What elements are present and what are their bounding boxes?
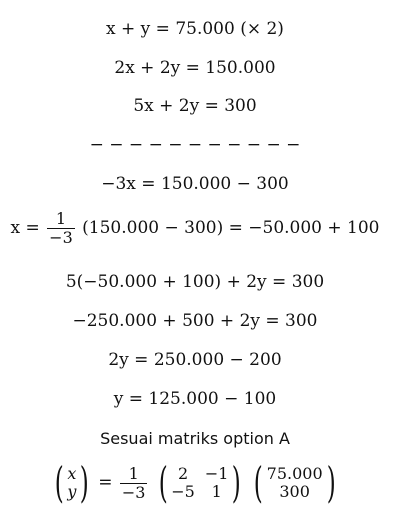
eq6-fraction-denominator: −3 [49, 228, 73, 247]
equation-line-3: 5x + 2y = 300 [133, 96, 257, 116]
conclusion-text: Sesuai matriks option A [100, 429, 290, 448]
equation-line-2: 2x + 2y = 150.000 [114, 58, 276, 78]
separator-dashes: − − − − − − − − − − − [89, 135, 301, 155]
matrix-fraction [120, 465, 148, 502]
matrix-fraction-denominator: −3 [121, 482, 146, 502]
eq6-fraction [47, 210, 75, 247]
equation-line-1: x + y = 75.000 (× 2) [106, 19, 284, 39]
equation-line-7: 5(−50.000 + 100) + 2y = 300 [65, 272, 325, 292]
matrix-fraction-numerator: 1 [128, 463, 139, 483]
matrix-cell-22: 1 [211, 482, 222, 501]
coefficient-matrix [155, 458, 245, 507]
equation-line-6 [0, 210, 390, 254]
vector-value-2: 300 [279, 482, 310, 501]
vector-value-1: 75.000 [266, 464, 323, 483]
matrix-equation [0, 458, 390, 512]
constant-vector [250, 458, 339, 507]
left-paren: ( [253, 458, 263, 507]
vector-y: y [67, 482, 77, 501]
matrix-cell-21: −5 [171, 482, 195, 501]
left-paren: ( [54, 458, 64, 507]
equation-line-10: y = 125.000 − 100 [113, 389, 277, 409]
left-paren: ( [158, 458, 168, 507]
vector-x: x [67, 464, 77, 483]
eq6-rhs: (150.000 − 300) = −50.000 + 100 [82, 218, 380, 238]
right-paren: ) [80, 458, 90, 507]
matrix-cell-12: −1 [204, 464, 229, 483]
right-paren: ) [232, 458, 242, 507]
matrix-equals: = [98, 472, 113, 493]
equation-line-9: 2y = 250.000 − 200 [108, 350, 282, 370]
variable-vector [51, 458, 93, 507]
equation-line-8: −250.000 + 500 + 2y = 300 [72, 311, 318, 331]
equation-line-5: −3x = 150.000 − 300 [101, 174, 289, 194]
eq6-fraction-numerator: 1 [55, 209, 67, 228]
matrix-cell-11: 2 [177, 464, 189, 483]
right-paren: ) [326, 458, 336, 507]
eq6-lhs: x = [10, 218, 40, 238]
